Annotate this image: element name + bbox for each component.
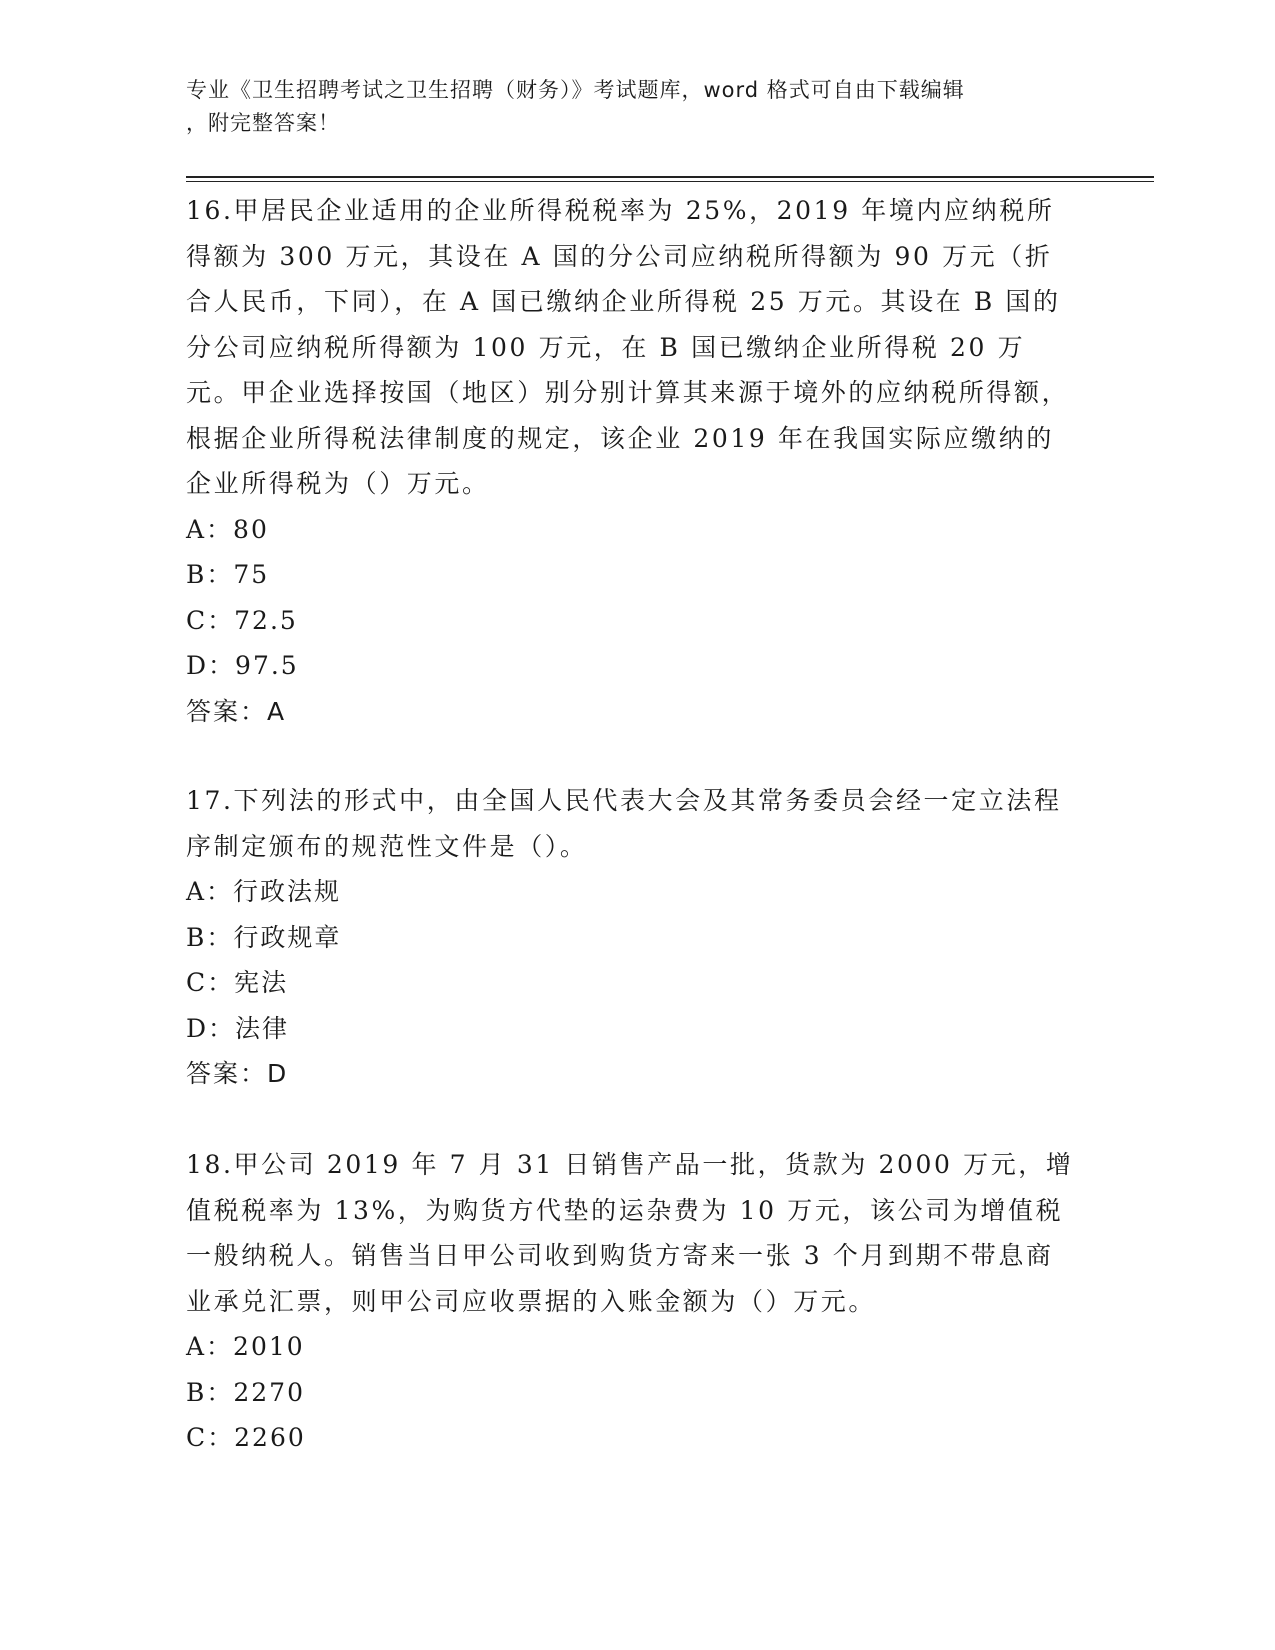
- question-18: [186, 1142, 1076, 1461]
- header-line-2: ，附完整答案！: [186, 111, 340, 135]
- option-b: B：75: [186, 560, 270, 589]
- question-16: [186, 188, 1076, 734]
- option-d: D：97.5: [186, 651, 299, 680]
- option-b: B：2270: [186, 1377, 305, 1407]
- option-a: A：行政法规: [186, 877, 342, 906]
- question-stem: 18.甲公司 2019 年 7 月 31 日销售产品一批，货款为 2000 万元，增值税税率为 13%，为购货方代垫的运杂费为 10 万元，该公司为增值税一般纳税人。销售当日甲公司收到购货方寄来一张 3 个月到期不带息商业承兑汇票，则甲公司应收票据的入账金额为（）万元。: [186, 1150, 1074, 1316]
- option-a: A：2010: [186, 1332, 305, 1361]
- header-divider-thick: [186, 176, 1154, 178]
- header-divider-thin: [186, 181, 1154, 182]
- option-a: A：80: [186, 514, 269, 544]
- answer-line: 答案：A: [186, 696, 287, 726]
- question-stem: 16.甲居民企业适用的企业所得税税率为 25%，2019 年境内应纳税所得额为 300 万元，其设在 A 国的分公司应纳税所得额为 90 万元（折合人民币，下同），在 A 国已缴纳企业所得税 25 万元。其设在 B 国的分公司应纳税所得额为 100 万元，在 B 国已缴纳企业所得税 20 万元。甲企业选择按国（地区）别分别计算其来源于境外的应纳税所得额，根据企业所得税法律制度的规定，该企业 2019 年在我国实际应缴纳的企业所得税为（）万元。: [186, 196, 1070, 498]
- option-d: D：法律: [186, 1013, 290, 1043]
- question-stem: 17.下列法的形式中，由全国人民代表大会及其常务委员会经一定立法程序制定颁布的规范性文件是（）。: [186, 786, 1062, 861]
- option-b: B：行政规章: [186, 922, 342, 952]
- option-c: C：2260: [186, 1423, 306, 1452]
- header-line-1: 专业《卫生招聘考试之卫生招聘（财务）》考试题库，word 格式可自由下载编辑: [186, 78, 965, 102]
- option-c: C：72.5: [186, 605, 298, 635]
- document-header: [186, 74, 1066, 140]
- answer-line: 答案：D: [186, 1059, 289, 1088]
- option-c: C：宪法: [186, 968, 289, 997]
- question-17: [186, 778, 1076, 1097]
